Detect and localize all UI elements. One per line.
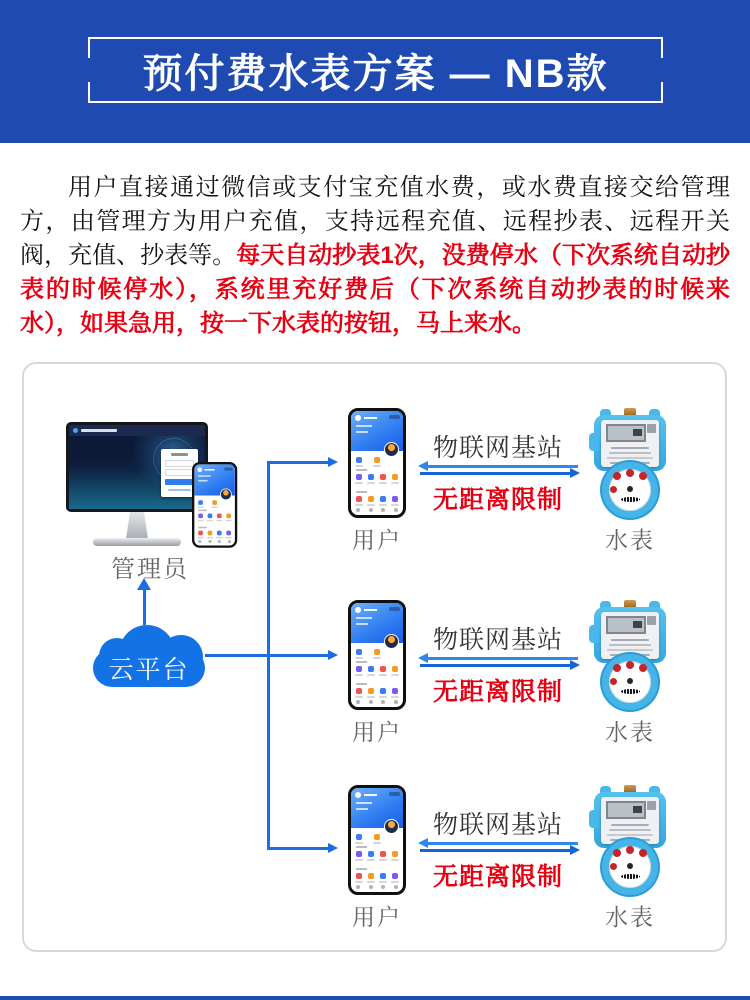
capsule-button (389, 792, 400, 796)
odometer (621, 497, 640, 502)
distance-note: 无距离限制 (432, 486, 563, 514)
avatar-badge-icon (384, 819, 399, 834)
app-icon-row (356, 873, 398, 879)
arrow-left-icon (418, 461, 428, 471)
tab-bar (356, 700, 398, 704)
dial-center (627, 486, 633, 492)
tab-bar (356, 885, 398, 889)
header-banner (0, 0, 750, 143)
footer-strip (0, 996, 750, 1000)
user-avatar-icon (355, 607, 361, 613)
admin-phone-illustration (192, 462, 239, 549)
meter-button (647, 424, 656, 433)
arrow-right-icon (570, 468, 580, 478)
frame-gap-left (84, 58, 94, 82)
lcd-display (606, 801, 646, 819)
admin-label: 管理员 (111, 556, 189, 583)
odometer (621, 689, 640, 694)
arrow-right-icon (570, 660, 580, 670)
arrow-up-icon (137, 578, 151, 590)
app-icon-row (198, 500, 217, 505)
meter-panel (601, 612, 659, 659)
arrow-left-line (428, 657, 578, 660)
intro-paragraph (20, 171, 730, 341)
solution-diagram (22, 362, 727, 952)
dial-center (627, 863, 633, 869)
app-header (351, 411, 403, 451)
app-header (194, 464, 235, 495)
meter-panel (601, 420, 659, 467)
meter-dial-face (602, 654, 658, 710)
connection-row (24, 408, 725, 558)
app-icon-row (356, 474, 398, 480)
lcd-display (606, 616, 646, 634)
capsule-button (389, 607, 400, 611)
section-title-bar (198, 510, 207, 512)
app-icon-row (356, 688, 398, 694)
app-header (351, 603, 403, 643)
dial-center (627, 678, 633, 684)
avatar-badge-icon (384, 634, 399, 649)
water-meter-illustration (593, 408, 667, 520)
arrow-right-line (420, 849, 570, 852)
app-icon-row (356, 834, 380, 840)
water-meter-illustration (593, 600, 667, 712)
capsule-button (224, 467, 233, 470)
username-bar (204, 469, 214, 471)
connection-row (24, 600, 725, 750)
meter-dial-face (602, 462, 658, 518)
user-avatar-icon (355, 415, 361, 421)
avatar-badge-icon (220, 489, 232, 501)
section-title-bar (198, 527, 207, 529)
app-icon-row (356, 649, 380, 655)
app-header (351, 788, 403, 828)
station-label: 物联网基站 (432, 626, 563, 654)
meter-panel (601, 797, 659, 844)
app-icon-row (356, 457, 380, 463)
cloud-label: 云平台 (108, 656, 190, 684)
intro-text-red: 每天自动抄表1次，没费停水（下次系统自动抄表的时候停水），系统里充好费后（下次系统自动抄表的时候来水），如果急用，按一下水表的按钮，马上来水。 (20, 242, 730, 337)
capsule-button (389, 415, 400, 419)
app-icon-row (356, 666, 398, 672)
app-icon-row (198, 531, 231, 536)
meter-label: 水表 (605, 904, 655, 930)
arrow-right-line (420, 472, 570, 475)
arrow-right-line (420, 664, 570, 667)
tab-bar (198, 540, 231, 543)
banner-frame (88, 37, 663, 103)
distance-note: 无距离限制 (432, 678, 563, 706)
intro-text-black: 用户直接通过微信或支付宝充值水费，或水费直接交给管理方，由管理方为用户充值，支持远程充值、远程抄表、远程开关阀，充值、抄表等。 (20, 174, 730, 269)
avatar-badge-icon (384, 442, 399, 457)
user-label: 用户 (352, 904, 402, 930)
arrow-right-icon (570, 845, 580, 855)
info-bar-2 (198, 480, 207, 482)
user-avatar-icon (355, 792, 361, 798)
app-icon-row (356, 496, 398, 502)
user-avatar-icon (197, 467, 202, 472)
info-bar-1 (198, 475, 210, 477)
tab-bar (356, 508, 398, 512)
station-label: 物联网基站 (432, 434, 563, 462)
user-label: 用户 (352, 719, 402, 745)
meter-label: 水表 (605, 527, 655, 553)
arrow-left-icon (418, 653, 428, 663)
app-icon-row (198, 513, 231, 518)
distance-note: 无距离限制 (432, 863, 563, 891)
connection-row (24, 785, 725, 935)
meter-dial-face (602, 839, 658, 895)
meter-button (647, 616, 656, 625)
frame-gap-right (657, 58, 667, 82)
arrow-left-line (428, 842, 578, 845)
arrow-left-icon (418, 838, 428, 848)
lcd-display (606, 424, 646, 442)
odometer (621, 874, 640, 879)
user-label: 用户 (352, 527, 402, 553)
app-icon-row (356, 851, 398, 857)
admin-phone (192, 462, 237, 548)
water-meter-illustration (593, 785, 667, 897)
meter-button (647, 801, 656, 810)
page-title: 预付费水表方案 — NB款 (142, 51, 609, 96)
meter-label: 水表 (605, 719, 655, 745)
station-label: 物联网基站 (432, 811, 563, 839)
arrow-left-line (428, 465, 578, 468)
